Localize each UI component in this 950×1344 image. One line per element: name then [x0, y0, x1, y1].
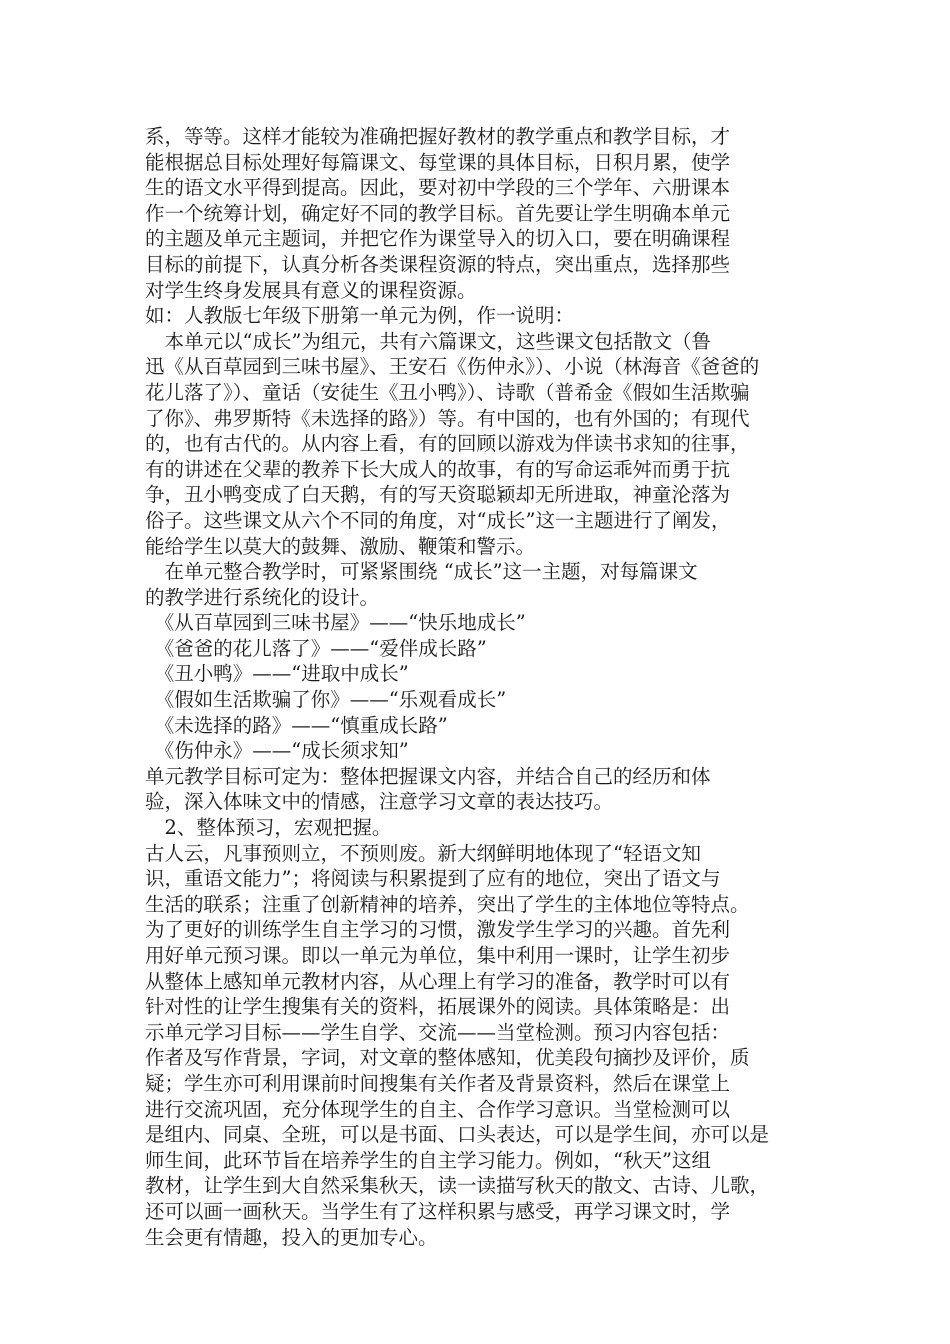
text-line: 单元教学目标可定为：整体把握课文内容，并结合自己的经历和体	[145, 764, 711, 788]
text-line: 针对性的让学生搜集有关的资料，拓展课外的阅读。具体策略是：出	[145, 995, 731, 1019]
text-line: 生的语文水平得到提高。因此，要对初中学段的三个学年、六册课本	[145, 176, 731, 200]
text-line: 为了更好的训练学生自主学习的习惯，激发学生学习的兴趣。首先利	[145, 918, 731, 942]
text-line: 目标的前提下，认真分析各类课程资源的特点，突出重点，选择那些	[145, 252, 731, 276]
text-line: 的教学进行系统化的设计。	[145, 585, 380, 609]
text-line: 系，等等。这样才能较为准确把握好教材的教学重点和教学目标，才	[145, 125, 731, 148]
text-line: 师生间，此环节旨在培养学生的自主学习能力。例如，“秋天”这组	[145, 1148, 711, 1172]
text-line: 在单元整合教学时，可紧紧围绕 “成长”这一主题，对每篇课文	[145, 560, 698, 584]
text-line: 疑；学生亦可利用课前时间搜集有关作者及背景资料，然后在课堂上	[145, 1071, 731, 1095]
text-line: 用好单元预习课。即以一单元为单位，集中利用一课时，让学生初步	[145, 944, 731, 967]
text-line: 识，重语文能力”；将阅读与积累提到了应有的地位，突出了语文与	[145, 867, 721, 891]
text-line: 《假如生活欺骗了你》——“乐观看成长”	[145, 688, 507, 712]
text-line: 如：人教版七年级下册第一单元为例，作一说明：	[145, 304, 575, 328]
text-line: 俗子。这些课文从六个不同的角度，对“成长”这一主题进行了阐发，	[145, 508, 731, 532]
text-line: 作者及写作背景，字词，对文章的整体感知，优美段句摘抄及评价，质	[145, 1046, 750, 1070]
text-line: 花儿落了》）、童话（安徒生《丑小鸭》）、诗歌（普希金《假如生活欺骗	[145, 380, 750, 404]
text-line: 示单元学习目标——学生自学、交流——当堂检测。预习内容包括：	[145, 1020, 731, 1044]
document-body	[145, 124, 817, 1250]
text-line: 《未选择的路》——“慎重成长路”	[145, 713, 448, 737]
text-line: 还可以画一画秋天。当学生有了这样积累与感受，再学习课文时，学	[145, 1199, 731, 1223]
text-line: 有的讲述在父辈的教养下长大成人的故事，有的写命运乖舛而勇于抗	[145, 457, 731, 481]
text-line: 2、整体预习，宏观把握。	[145, 816, 392, 840]
text-line: 了你》、弗罗斯特《未选择的路》）等。有中国的，也有外国的；有现代	[145, 406, 750, 430]
text-line: 的主题及单元主题词，并把它作为课堂导入的切入口，要在明确课程	[145, 227, 731, 251]
text-line: 《丑小鸭》——“进取中成长”	[145, 662, 409, 686]
text-line: 教材，让学生到大自然采集秋天，读一读描写秋天的散文、古诗、儿歌，	[145, 1174, 770, 1198]
text-line: 《爸爸的花儿落了》——“爱伴成长路”	[145, 636, 487, 660]
text-line: 《伤仲永》——“成长须求知”	[145, 739, 409, 763]
text-line: 进行交流巩固，充分体现学生的自主、合作学习意识。当堂检测可以	[145, 1097, 731, 1121]
text-line: 验，深入体味文中的情感，注意学习文章的表达技巧。	[145, 790, 614, 814]
text-line: 本单元以“成长”为组元，共有六篇课文，这些课文包括散文（鲁	[145, 329, 711, 353]
text-line: 生会更有情趣，投入的更加专心。	[145, 1225, 438, 1249]
text-line: 作一个统筹计划，确定好不同的教学目标。首先要让学生明确本单元	[145, 201, 731, 225]
text-line: 能根据总目标处理好每篇课文、每堂课的具体目标，日积月累，使学	[145, 150, 731, 174]
text-line: 对学生终身发展具有意义的课程资源。	[145, 278, 477, 302]
text-line: 生活的联系；注重了创新精神的培养，突出了学生的主体地位等特点。	[145, 892, 750, 916]
text-line: 能给学生以莫大的鼓舞、激励、鞭策和警示。	[145, 534, 536, 558]
text-line: 是组内、同桌、全班，可以是书面、口头表达，可以是学生间，亦可以是	[145, 1123, 770, 1147]
text-line: 《从百草园到三味书屋》——“快乐地成长”	[145, 611, 526, 635]
text-line: 从整体上感知单元教材内容，从心理上有学习的准备，教学时可以有	[145, 969, 731, 993]
text-line: 古人云，凡事预则立，不预则废。新大纲鲜明地体现了“轻语文知	[145, 841, 701, 865]
text-line: 争，丑小鸭变成了白天鹅，有的写天资聪颖却无所进取，神童沦落为	[145, 483, 731, 507]
text-line: 的，也有古代的。从内容上看，有的回顾以游戏为伴读书求知的往事，	[145, 432, 750, 456]
text-line: 迅《从百草园到三味书屋》、王安石《伤仲永》）、小说（林海音《爸爸的	[145, 355, 760, 379]
